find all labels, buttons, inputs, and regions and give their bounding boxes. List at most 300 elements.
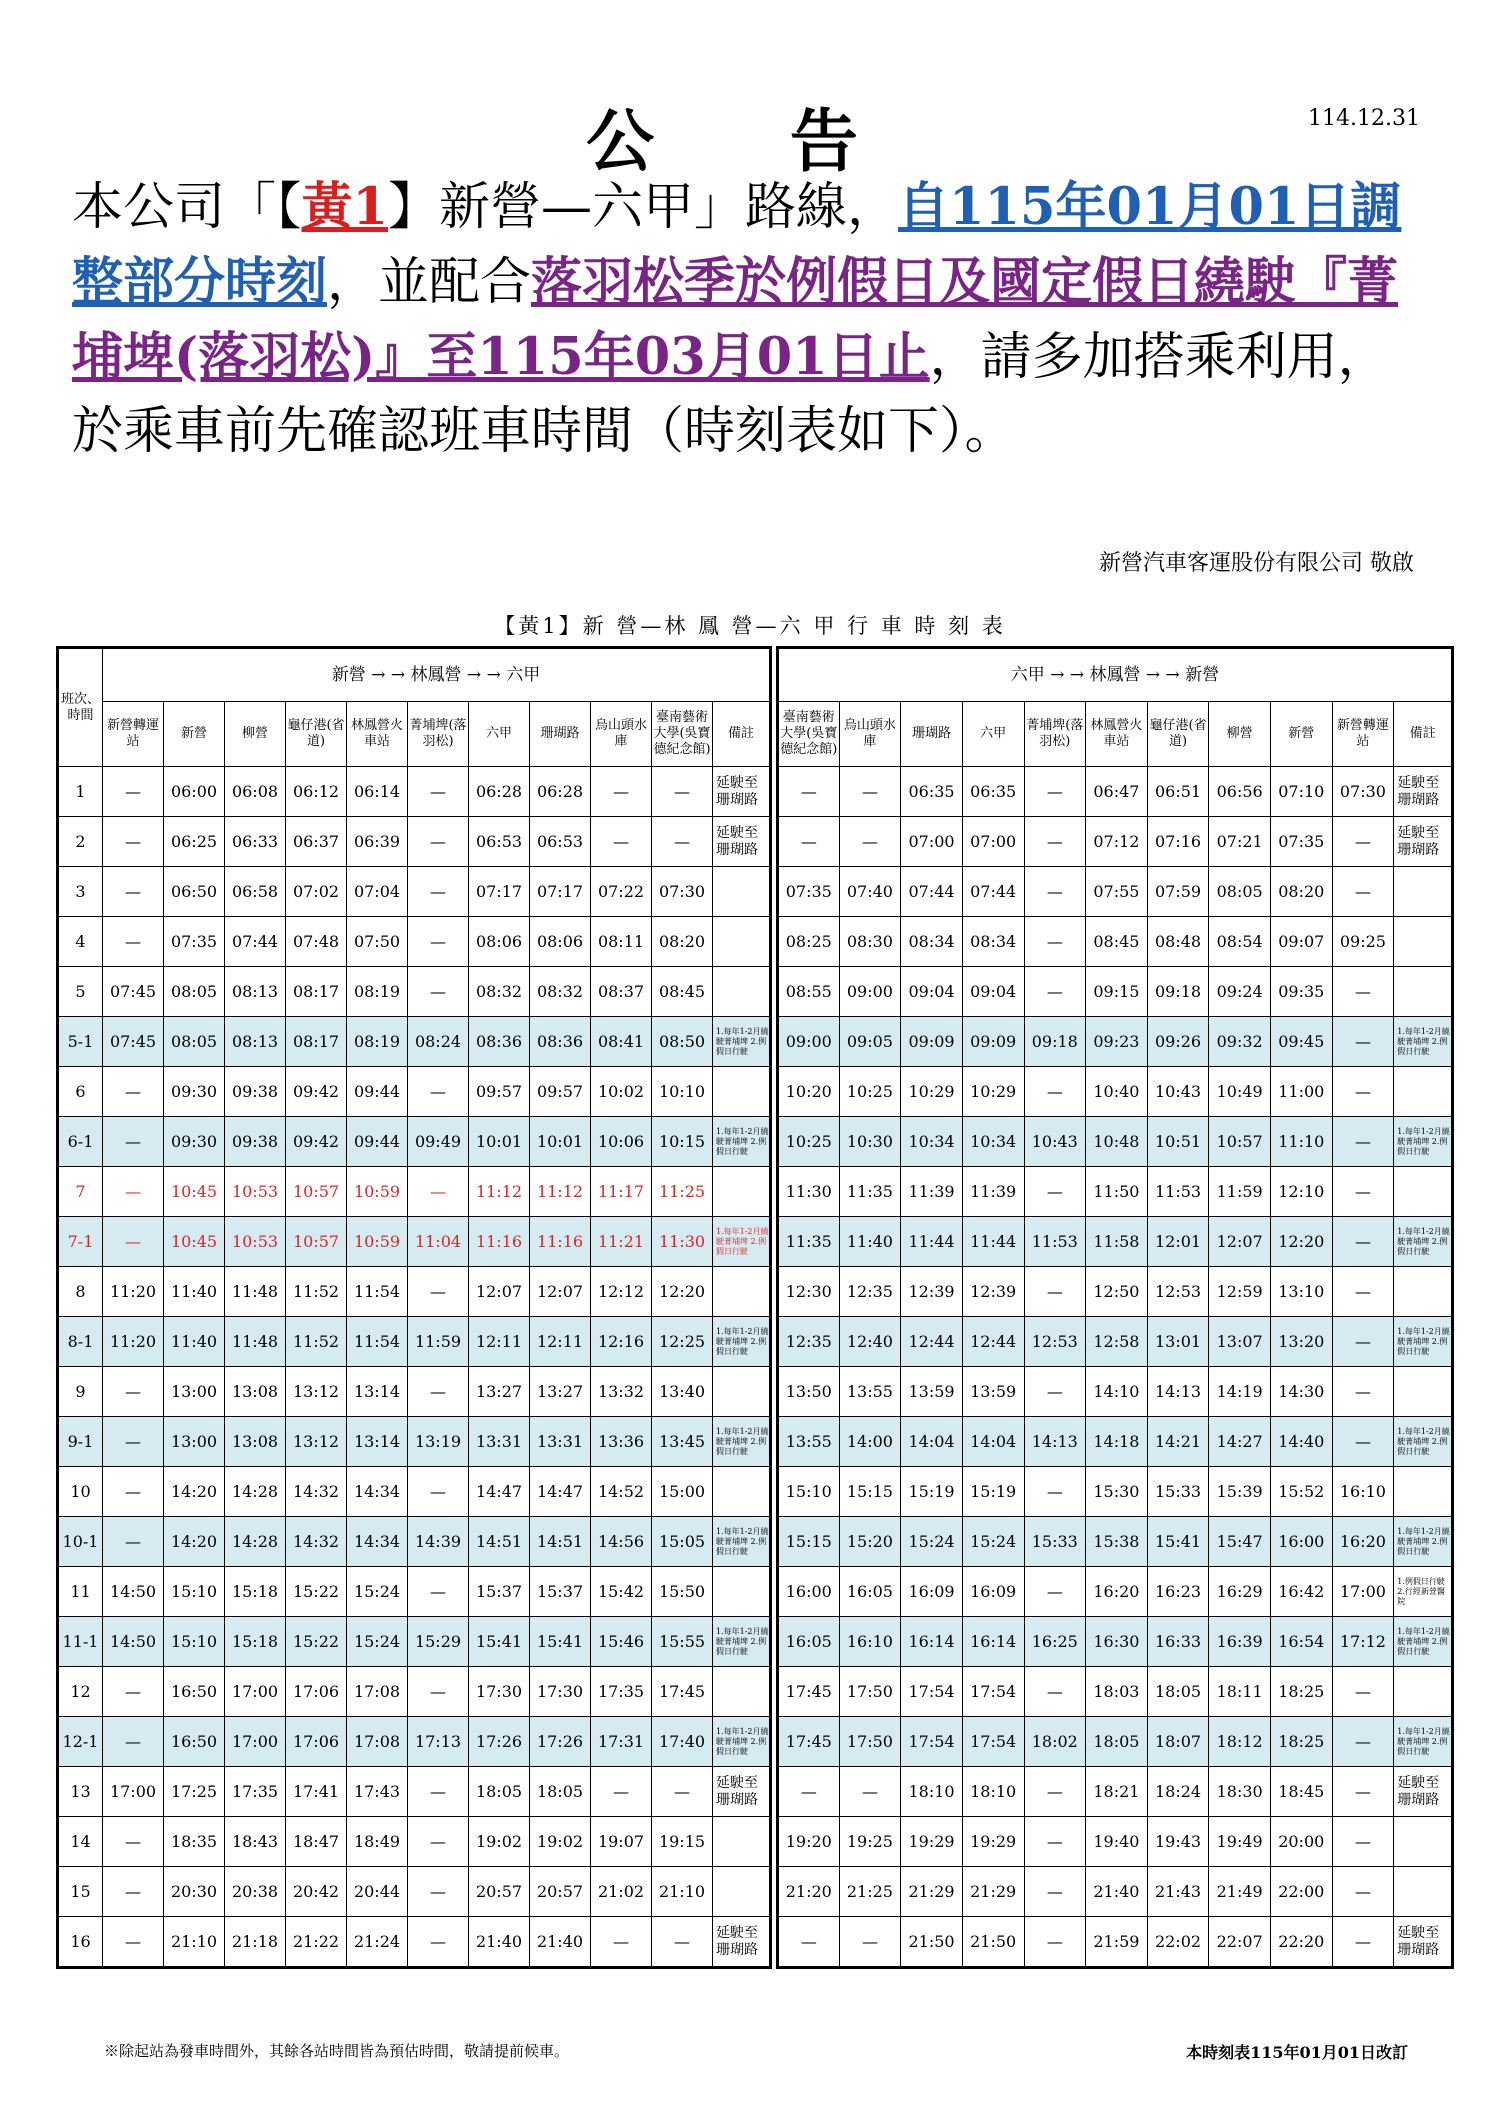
inbound-trip-row (778, 917, 1453, 967)
outbound-trip-row (58, 767, 771, 817)
departure-time: 12:59 (1209, 1267, 1271, 1317)
departure-time: — (591, 1917, 652, 1968)
departure-time: 15:15 (778, 1517, 840, 1567)
departure-time: 09:44 (347, 1117, 408, 1167)
departure-time: 18:45 (1271, 1767, 1333, 1817)
outbound-trip-row (58, 1417, 771, 1467)
departure-time: — (408, 1767, 469, 1817)
departure-time: 08:45 (1086, 917, 1148, 967)
departure-time: 18:10 (901, 1767, 963, 1817)
departure-time: 09:07 (1271, 917, 1333, 967)
notice-text-1: 本公司「【 (72, 178, 302, 237)
trip-number: 10 (58, 1467, 103, 1517)
departure-time: 06:53 (469, 817, 530, 867)
outbound-trip-row (58, 1267, 771, 1317)
departure-time: 11:30 (778, 1167, 840, 1217)
departure-time: 14:20 (164, 1517, 225, 1567)
departure-time: 10:25 (839, 1067, 901, 1117)
departure-time: 08:54 (1209, 917, 1271, 967)
departure-time: — (1332, 1417, 1394, 1467)
departure-time: 19:40 (1086, 1817, 1148, 1867)
departure-time: 18:05 (469, 1767, 530, 1817)
inbound-trip-row (778, 1517, 1453, 1567)
departure-time: 16:00 (1271, 1517, 1333, 1567)
trip-remark (1394, 1867, 1453, 1917)
departure-time: 07:30 (652, 867, 713, 917)
trip-remark (1394, 1067, 1453, 1117)
stop-header: 柳營 (225, 702, 286, 767)
trip-remark: 1.每年1-2月繞駛菁埔埤 2.例假日行駛 (1394, 1217, 1453, 1267)
departure-time: 11:25 (652, 1167, 713, 1217)
departure-time: — (1332, 1817, 1394, 1867)
inbound-trip-row (778, 1167, 1453, 1217)
departure-time: 10:53 (225, 1167, 286, 1217)
departure-time: 18:25 (1271, 1667, 1333, 1717)
departure-time: — (1024, 1817, 1086, 1867)
departure-time: 12:01 (1147, 1217, 1209, 1267)
departure-time: 06:14 (347, 767, 408, 817)
departure-time: 06:58 (225, 867, 286, 917)
trip-remark: 1.每年1-2月繞駛菁埔埤 2.例假日行駛 (1394, 1617, 1453, 1667)
departure-time: — (778, 817, 840, 867)
departure-time: 12:10 (1271, 1167, 1333, 1217)
departure-time: 08:17 (286, 967, 347, 1017)
departure-time: — (778, 1767, 840, 1817)
departure-time: 11:52 (286, 1317, 347, 1367)
departure-time: 15:10 (164, 1567, 225, 1617)
departure-time: 21:20 (778, 1867, 840, 1917)
departure-time: 12:07 (1209, 1217, 1271, 1267)
departure-time: 08:32 (469, 967, 530, 1017)
departure-time: 13:27 (530, 1367, 591, 1417)
departure-time: 20:57 (530, 1867, 591, 1917)
departure-time: 17:50 (839, 1667, 901, 1717)
departure-time: 08:19 (347, 1017, 408, 1067)
trip-number: 7 (58, 1167, 103, 1217)
departure-time: 08:06 (469, 917, 530, 967)
departure-time: 21:40 (469, 1917, 530, 1968)
departure-time: 21:29 (901, 1867, 963, 1917)
departure-time: 10:51 (1147, 1117, 1209, 1167)
departure-time: — (103, 1667, 164, 1717)
departure-time: 17:06 (286, 1667, 347, 1717)
departure-time: 13:50 (778, 1367, 840, 1417)
departure-time: 09:18 (1147, 967, 1209, 1017)
departure-time: 17:45 (778, 1667, 840, 1717)
departure-time: 08:50 (652, 1017, 713, 1067)
departure-time: 14:28 (225, 1467, 286, 1517)
departure-time: 14:34 (347, 1467, 408, 1517)
outbound-direction: 新營 → → 林鳳營 → → 六甲 (103, 648, 771, 702)
departure-time: 21:59 (1086, 1917, 1148, 1968)
departure-time: 19:29 (901, 1817, 963, 1867)
outbound-trip-row (58, 1867, 771, 1917)
departure-time: 15:24 (901, 1517, 963, 1567)
departure-time: 08:11 (591, 917, 652, 967)
outbound-trip-row (58, 1617, 771, 1667)
departure-time: 16:09 (962, 1567, 1024, 1617)
departure-time: 21:24 (347, 1917, 408, 1968)
departure-time: 15:19 (901, 1467, 963, 1517)
departure-time: — (778, 767, 840, 817)
departure-time: 11:39 (901, 1167, 963, 1217)
departure-time: 11:30 (652, 1217, 713, 1267)
outbound-trip-row (58, 1167, 771, 1217)
trip-remark (713, 967, 771, 1017)
departure-time: 08:13 (225, 967, 286, 1017)
trip-number: 9 (58, 1367, 103, 1417)
timetable-title: 【黃1】新 營—林 鳳 營—六 甲 行 車 時 刻 表 (494, 614, 1006, 638)
departure-time: 16:05 (839, 1567, 901, 1617)
departure-time: — (103, 1417, 164, 1467)
departure-time: 07:02 (286, 867, 347, 917)
departure-time: 08:45 (652, 967, 713, 1017)
departure-time: 21:49 (1209, 1867, 1271, 1917)
trip-number: 11-1 (58, 1617, 103, 1667)
trip-remark (713, 1067, 771, 1117)
stop-header: 新營 (1271, 702, 1333, 767)
trip-remark: 1.每年1-2月繞駛菁埔埤 2.例假日行駛 (713, 1717, 771, 1767)
trip-number: 6-1 (58, 1117, 103, 1167)
departure-time: 11:59 (1209, 1167, 1271, 1217)
departure-time: 11:44 (901, 1217, 963, 1267)
departure-time: — (1332, 1867, 1394, 1917)
departure-time: 10:57 (286, 1217, 347, 1267)
departure-time: 14:32 (286, 1467, 347, 1517)
trip-number: 3 (58, 867, 103, 917)
departure-time: — (1024, 967, 1086, 1017)
trip-number: 12-1 (58, 1717, 103, 1767)
departure-time: 11:48 (225, 1267, 286, 1317)
departure-time: 06:51 (1147, 767, 1209, 817)
departure-time: 21:50 (901, 1917, 963, 1968)
departure-time: — (103, 1717, 164, 1767)
departure-time: 20:38 (225, 1867, 286, 1917)
departure-time: 09:00 (839, 967, 901, 1017)
departure-time: — (103, 1167, 164, 1217)
departure-time: 15:33 (1024, 1517, 1086, 1567)
departure-time: 12:16 (591, 1317, 652, 1367)
departure-time: — (103, 1517, 164, 1567)
departure-time: 09:35 (1271, 967, 1333, 1017)
departure-time: 16:00 (778, 1567, 840, 1617)
departure-time: 17:25 (164, 1767, 225, 1817)
departure-time: 13:14 (347, 1417, 408, 1467)
detour-notice-link[interactable]: 落羽松季於例假日及國定假日繞駛『菁埔埤(落羽松)』至115年03月01日止 (72, 252, 1399, 387)
departure-time: 15:24 (347, 1617, 408, 1667)
departure-time: 11:40 (839, 1217, 901, 1267)
departure-time: 12:20 (1271, 1217, 1333, 1267)
departure-time: 07:17 (469, 867, 530, 917)
departure-time: — (1024, 1267, 1086, 1317)
departure-time: 18:05 (530, 1767, 591, 1817)
departure-time: 11:16 (469, 1217, 530, 1267)
departure-time: 15:10 (778, 1467, 840, 1517)
stop-header: 烏山頭水庫 (839, 702, 901, 767)
departure-time: 14:04 (901, 1417, 963, 1467)
departure-time: 18:21 (1086, 1767, 1148, 1817)
departure-time: 09:04 (962, 967, 1024, 1017)
departure-time: 18:05 (1147, 1667, 1209, 1717)
departure-time: 12:11 (469, 1317, 530, 1367)
departure-time: — (1332, 967, 1394, 1017)
trip-remark: 1.每年1-2月繞駛菁埔埤 2.例假日行駛 (713, 1517, 771, 1567)
departure-time: 14:47 (530, 1467, 591, 1517)
departure-time: 15:37 (530, 1567, 591, 1617)
outbound-trip-row (58, 917, 771, 967)
departure-time: 17:08 (347, 1717, 408, 1767)
departure-time: 13:36 (591, 1417, 652, 1467)
departure-time: 09:23 (1086, 1017, 1148, 1067)
departure-time: — (652, 817, 713, 867)
departure-time: 10:29 (962, 1067, 1024, 1117)
trip-remark: 1.每年1-2月繞駛菁埔埤 2.例假日行駛 (713, 1317, 771, 1367)
departure-time: 14:18 (1086, 1417, 1148, 1467)
stop-header: 六甲 (962, 702, 1024, 767)
stop-header: 新營 (164, 702, 225, 767)
departure-time: 15:38 (1086, 1517, 1148, 1567)
departure-time: — (408, 867, 469, 917)
departure-time: 09:32 (1209, 1017, 1271, 1067)
departure-time: 10:01 (469, 1117, 530, 1167)
departure-time: 10:29 (901, 1067, 963, 1117)
trip-remark (1394, 1817, 1453, 1867)
departure-time: 20:42 (286, 1867, 347, 1917)
stop-header: 珊瑚路 (901, 702, 963, 767)
trip-number: 5 (58, 967, 103, 1017)
trip-number: 4 (58, 917, 103, 967)
inbound-trip-row (778, 1017, 1453, 1067)
trip-remark: 延駛至珊瑚路 (1394, 817, 1453, 867)
trip-number: 1 (58, 767, 103, 817)
departure-time: 07:40 (839, 867, 901, 917)
departure-time: 15:18 (225, 1567, 286, 1617)
departure-time: 10:30 (839, 1117, 901, 1167)
departure-time: 11:00 (1271, 1067, 1333, 1117)
departure-time: 08:19 (347, 967, 408, 1017)
remarks-header: 備註 (713, 702, 771, 767)
departure-time: — (408, 917, 469, 967)
departure-time: 11:35 (778, 1217, 840, 1267)
departure-time: 08:32 (530, 967, 591, 1017)
departure-time: 07:35 (164, 917, 225, 967)
departure-time: 10:06 (591, 1117, 652, 1167)
departure-time: 09:44 (347, 1067, 408, 1117)
trip-number: 10-1 (58, 1517, 103, 1567)
outbound-trip-row (58, 1117, 771, 1167)
departure-time: 11:40 (164, 1267, 225, 1317)
departure-time: 07:30 (1332, 767, 1394, 817)
notice-text-4: ，請多加搭乘利用，於乘車前先確認班車時間（時刻表如下）。 (72, 328, 1389, 461)
departure-time: — (839, 767, 901, 817)
trip-number: 6 (58, 1067, 103, 1117)
trip-remark (1394, 917, 1453, 967)
trip-remark: 1.每年1-2月繞駛菁埔埤 2.例假日行駛 (1394, 1017, 1453, 1067)
departure-time: 07:59 (1147, 867, 1209, 917)
departure-time: — (1024, 817, 1086, 867)
departure-time: 14:50 (103, 1617, 164, 1667)
departure-time: — (408, 767, 469, 817)
departure-time: 21:29 (962, 1867, 1024, 1917)
departure-time: 14:51 (530, 1517, 591, 1567)
departure-time: 13:27 (469, 1367, 530, 1417)
departure-time: 11:53 (1147, 1167, 1209, 1217)
departure-time: 15:00 (652, 1467, 713, 1517)
departure-time: — (1332, 1067, 1394, 1117)
departure-time: 15:41 (530, 1617, 591, 1667)
departure-time: 08:05 (1209, 867, 1271, 917)
departure-time: 15:20 (839, 1517, 901, 1567)
departure-time: 17:12 (1332, 1617, 1394, 1667)
departure-time: 06:37 (286, 817, 347, 867)
departure-time: 14:13 (1024, 1417, 1086, 1467)
departure-time: 13:12 (286, 1417, 347, 1467)
departure-time: 17:54 (901, 1667, 963, 1717)
departure-time: 09:24 (1209, 967, 1271, 1017)
trip-remark (713, 1367, 771, 1417)
departure-time: 14:52 (591, 1467, 652, 1517)
trip-remark (1394, 1667, 1453, 1717)
departure-time: 22:20 (1271, 1917, 1333, 1968)
outbound-trip-row (58, 1067, 771, 1117)
departure-time: 14:47 (469, 1467, 530, 1517)
stop-header: 菁埔埤(落羽松) (1024, 702, 1086, 767)
stop-header: 龜仔港(省道) (286, 702, 347, 767)
stop-header: 新營轉運站 (103, 702, 164, 767)
departure-time: 15:46 (591, 1617, 652, 1667)
departure-time: — (1024, 1667, 1086, 1717)
effective-date-link[interactable]: 自115年01月01日調整部分時刻 (72, 177, 1402, 312)
departure-time: 17:50 (839, 1717, 901, 1767)
departure-time: 07:16 (1147, 817, 1209, 867)
departure-time: — (408, 1367, 469, 1417)
outbound-trip-row (58, 1567, 771, 1617)
departure-time: 10:57 (1209, 1117, 1271, 1167)
departure-time: 19:43 (1147, 1817, 1209, 1867)
departure-time: — (652, 767, 713, 817)
departure-time: — (1332, 1017, 1394, 1067)
trip-remark: 延駛至珊瑚路 (713, 817, 771, 867)
inbound-trip-row (778, 867, 1453, 917)
departure-time: 08:37 (591, 967, 652, 1017)
inbound-timetable (776, 646, 1454, 1969)
trip-number: 8 (58, 1267, 103, 1317)
departure-time: 17:08 (347, 1667, 408, 1717)
departure-time: — (408, 1567, 469, 1617)
departure-time: 13:08 (225, 1417, 286, 1467)
departure-time: — (1332, 1917, 1394, 1968)
departure-time: — (1332, 1117, 1394, 1167)
departure-time: 12:39 (901, 1267, 963, 1317)
inbound-trip-row (778, 1117, 1453, 1167)
stop-header: 柳營 (1209, 702, 1271, 767)
departure-time: — (408, 1467, 469, 1517)
departure-time: 13:31 (530, 1417, 591, 1467)
departure-time: 18:10 (962, 1767, 1024, 1817)
departure-time: 18:12 (1209, 1717, 1271, 1767)
departure-time: 18:07 (1147, 1717, 1209, 1767)
inbound-trip-row (778, 1417, 1453, 1467)
departure-time: 16:29 (1209, 1567, 1271, 1617)
departure-time: 09:57 (469, 1067, 530, 1117)
trip-remark (1394, 1467, 1453, 1517)
trip-remark: 1.每年1-2月繞駛菁埔埤 2.例假日行駛 (1394, 1717, 1453, 1767)
departure-time: 06:50 (164, 867, 225, 917)
departure-time: 16:42 (1271, 1567, 1333, 1617)
departure-time: 10:01 (530, 1117, 591, 1167)
departure-time: 10:40 (1086, 1067, 1148, 1117)
departure-time: — (1332, 1667, 1394, 1717)
departure-time: 11:10 (1271, 1117, 1333, 1167)
departure-time: 17:26 (530, 1717, 591, 1767)
departure-time: 14:27 (1209, 1417, 1271, 1467)
departure-time: — (1332, 867, 1394, 917)
departure-time: 08:34 (962, 917, 1024, 967)
departure-time: 07:00 (962, 817, 1024, 867)
departure-time: 07:45 (103, 967, 164, 1017)
departure-time: 10:59 (347, 1217, 408, 1267)
departure-time: 13:10 (1271, 1267, 1333, 1317)
departure-time: 10:49 (1209, 1067, 1271, 1117)
departure-time: — (1332, 1317, 1394, 1367)
departure-time: — (408, 1817, 469, 1867)
trip-number: 12 (58, 1667, 103, 1717)
outbound-trip-row (58, 1817, 771, 1867)
departure-time: 09:30 (164, 1117, 225, 1167)
departure-time: 12:44 (901, 1317, 963, 1367)
departure-time: 09:18 (1024, 1017, 1086, 1067)
revision-note: 本時刻表115年01月01日改訂 (1186, 2043, 1408, 2062)
departure-time: 15:22 (286, 1617, 347, 1667)
trip-remark (713, 1667, 771, 1717)
departure-time: 08:36 (469, 1017, 530, 1067)
departure-time: 17:45 (652, 1667, 713, 1717)
departure-time: 13:55 (839, 1367, 901, 1417)
departure-time: 08:05 (164, 1017, 225, 1067)
departure-time: 09:15 (1086, 967, 1148, 1017)
remarks-header: 備註 (1394, 702, 1453, 767)
departure-time: 06:47 (1086, 767, 1148, 817)
departure-time: 22:00 (1271, 1867, 1333, 1917)
departure-time: 14:13 (1147, 1367, 1209, 1417)
departure-time: 07:35 (1271, 817, 1333, 867)
departure-time: 21:43 (1147, 1867, 1209, 1917)
departure-time: 21:40 (1086, 1867, 1148, 1917)
departure-time: 21:10 (652, 1867, 713, 1917)
stop-header: 臺南藝術大學(吳寶德紀念館) (778, 702, 840, 767)
stop-header: 六甲 (469, 702, 530, 767)
departure-time: — (408, 1067, 469, 1117)
trip-number: 7-1 (58, 1217, 103, 1267)
inbound-trip-row (778, 1767, 1453, 1817)
departure-time: 16:14 (901, 1617, 963, 1667)
inbound-trip-row (778, 1867, 1453, 1917)
departure-time: 11:12 (469, 1167, 530, 1217)
departure-time: 06:39 (347, 817, 408, 867)
departure-time: 06:00 (164, 767, 225, 817)
notice-text-3: ，並配合 (327, 253, 532, 312)
departure-time: 20:00 (1271, 1817, 1333, 1867)
departure-time: 15:50 (652, 1567, 713, 1617)
departure-time: — (103, 917, 164, 967)
departure-time: 09:45 (1271, 1017, 1333, 1067)
departure-time: 13:20 (1271, 1317, 1333, 1367)
departure-time: 06:53 (530, 817, 591, 867)
departure-time: 06:28 (530, 767, 591, 817)
departure-time: 17:54 (962, 1667, 1024, 1717)
departure-time: 21:18 (225, 1917, 286, 1968)
departure-time: 07:48 (286, 917, 347, 967)
